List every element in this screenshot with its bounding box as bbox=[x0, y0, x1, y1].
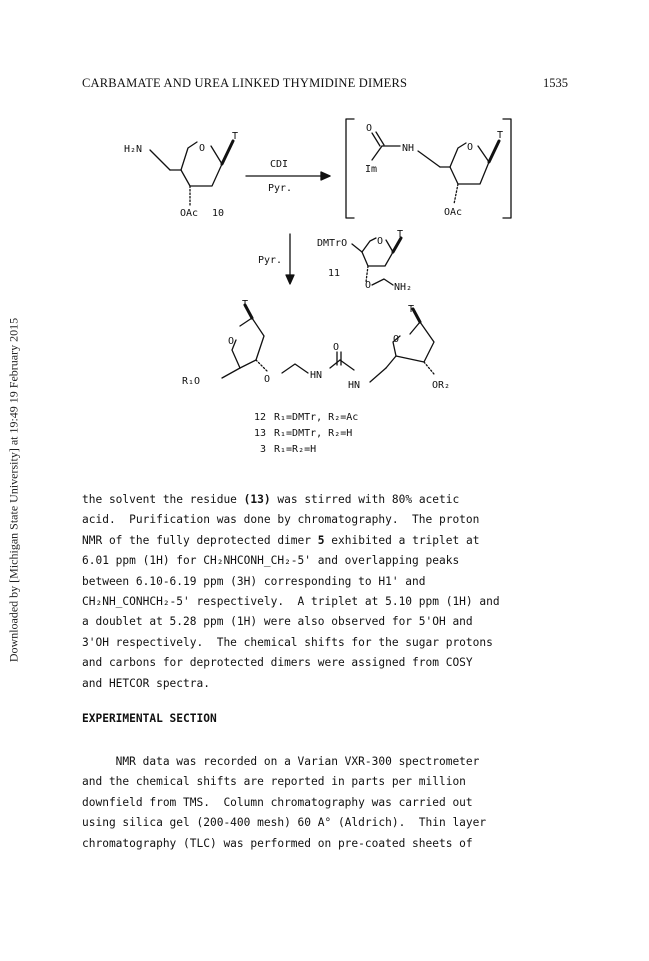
carbonyl-oxygen-label: O bbox=[366, 123, 373, 134]
text-line: and HETCOR spectra. bbox=[82, 676, 210, 690]
text-line: downfield from TMS. Column chromatography was carried out bbox=[82, 795, 473, 809]
product-right-thymine: T bbox=[408, 304, 415, 315]
text-line: NMR of the fully deprotected dimer 5 exhibited a triplet at bbox=[82, 533, 480, 547]
intermediate-nh-label: NH bbox=[402, 143, 415, 154]
acetate-label: OAc bbox=[180, 208, 199, 219]
page-number: 1535 bbox=[543, 76, 568, 90]
compound-3-substituents: R₁=R₂=H bbox=[274, 444, 317, 455]
text-line: chromatography (TLC) was performed on pre-coated sheets of bbox=[82, 836, 473, 850]
text-line: between 6.10-6.19 ppm (3H) corresponding to H1' and bbox=[82, 574, 426, 588]
text-line: NMR data was recorded on a Varian VXR-300 spectrometer bbox=[82, 755, 480, 768]
running-title: CARBAMATE AND UREA LINKED THYMIDINE DIMERS bbox=[82, 76, 408, 90]
solvent-pyridine-down: Pyr. bbox=[258, 255, 283, 266]
dimer-product-structure bbox=[222, 305, 434, 382]
compound-13-number: 13 bbox=[254, 428, 267, 439]
bracket-left bbox=[346, 119, 354, 218]
compound-3-number: 3 bbox=[260, 444, 267, 455]
intermediate-acetate-label: OAc bbox=[444, 207, 463, 218]
download-watermark-text: Downloaded by [Michigan State University] at 19:49 19 February 2015 bbox=[6, 317, 21, 663]
intermediate-ring-oxygen: O bbox=[467, 142, 474, 153]
ring-oxygen-label: O bbox=[199, 143, 206, 154]
compound-ref-13: (13) bbox=[243, 493, 271, 506]
text-line: the solvent the residue (13) was stirred with 80% acetic bbox=[82, 493, 460, 506]
section-heading: EXPERIMENTAL SECTION bbox=[82, 712, 217, 725]
product-hn-upper: HN bbox=[310, 370, 323, 381]
product-right-ring-oxygen: O bbox=[393, 334, 400, 345]
product-r1o-label: R₁O bbox=[182, 376, 201, 387]
text-line: and the chemical shifts are reported in parts per million bbox=[82, 775, 466, 789]
text-line: 6.01 ppm (1H) for CH₂NHCONH̲CH₂-5' and overlapping peaks bbox=[82, 554, 460, 568]
text-line: and carbons for deprotected dimers were assigned from COSY bbox=[82, 656, 473, 670]
compound-ref-5: 5 bbox=[317, 533, 325, 547]
amine-label: H₂N bbox=[124, 144, 143, 155]
product-left-ring-oxygen: O bbox=[228, 336, 235, 347]
reaction-scheme bbox=[0, 0, 649, 480]
solvent-pyridine-top: Pyr. bbox=[268, 183, 293, 194]
product-or2-label: OR₂ bbox=[432, 380, 451, 391]
compound-11-amine-label: NH₂ bbox=[394, 282, 413, 293]
imidazole-label: Im bbox=[365, 164, 378, 175]
intermediate-structure bbox=[372, 132, 499, 204]
compound-number-11: 11 bbox=[328, 268, 341, 279]
experimental-paragraph bbox=[82, 752, 582, 854]
text-line: 3'OH respectively. The chemical shifts for the sugar protons bbox=[82, 635, 493, 649]
text-line: acid. Purification was done by chromatography. The proton bbox=[82, 513, 480, 527]
intermediate-thymine-label: T bbox=[497, 130, 504, 141]
text-line: using silica gel (200-400 mesh) 60 A° (Aldrich). Thin layer bbox=[82, 816, 487, 830]
bracket-right bbox=[503, 119, 511, 218]
compound-11-oxygen-label: O bbox=[365, 280, 372, 291]
text-line: CH₂NH̲CONHCH₂-5' respectively. A triplet at 5.10 ppm (1H) and bbox=[82, 595, 500, 609]
product-carbonyl-oxygen: O bbox=[333, 342, 340, 353]
compound-10-structure bbox=[150, 141, 233, 205]
thymine-label: T bbox=[232, 131, 239, 142]
compound-number-10: 10 bbox=[212, 208, 225, 219]
dmtro-label: DMTrO bbox=[317, 238, 348, 249]
product-linker-oxygen: O bbox=[264, 374, 271, 385]
compound-13-substituents: R₁=DMTr, R₂=H bbox=[274, 428, 353, 439]
product-hn-lower: HN bbox=[348, 380, 361, 391]
compound-11-thymine-label: T bbox=[397, 229, 404, 240]
discussion-paragraph bbox=[82, 490, 582, 694]
compound-11-ring-oxygen: O bbox=[377, 236, 384, 247]
compound-12-substituents: R₁=DMTr, R₂=Ac bbox=[274, 412, 359, 423]
text-line: a doublet at 5.28 ppm (1H) were also observed for 5'OH and bbox=[82, 615, 473, 629]
product-left-thymine: T bbox=[242, 299, 249, 310]
reagent-cdi: CDI bbox=[270, 159, 289, 170]
compound-12-number: 12 bbox=[254, 412, 267, 423]
